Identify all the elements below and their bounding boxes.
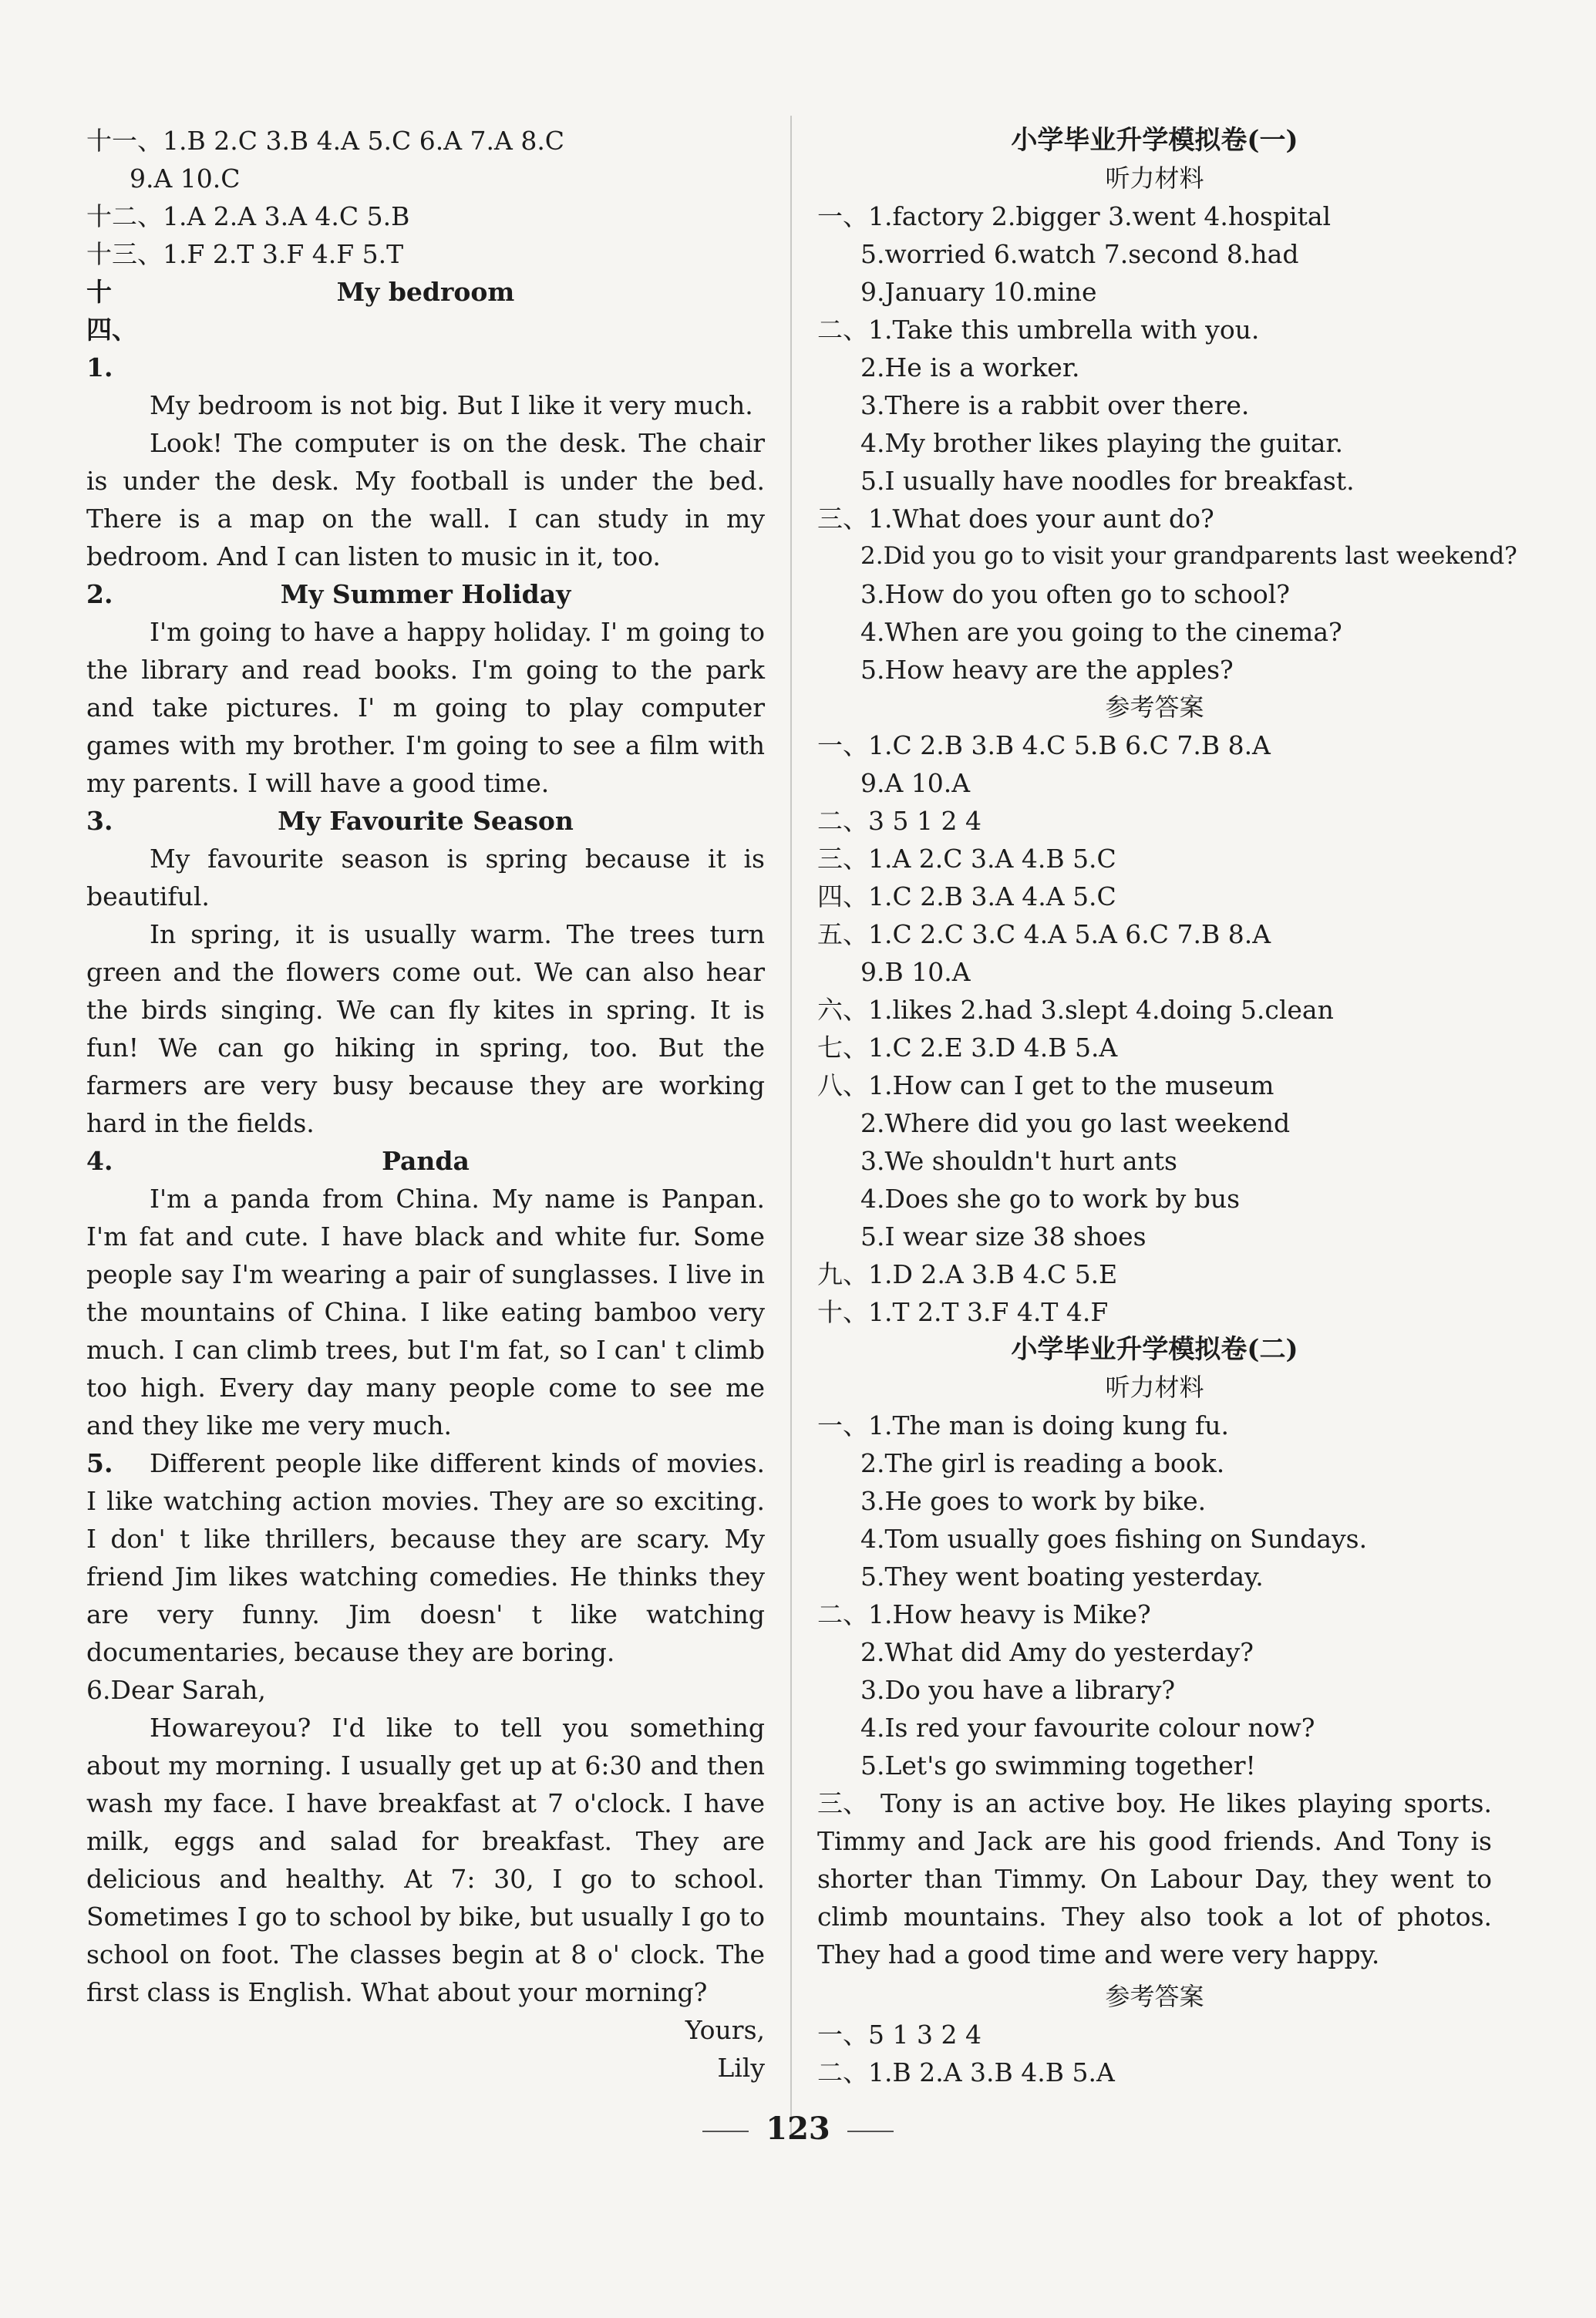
section-subtitle: 参考答案 bbox=[1105, 1982, 1204, 2011]
answer-line: 5.I wear size 38 shoes bbox=[860, 1221, 1146, 1252]
answer-line: 二、1.How heavy is Mike? bbox=[817, 1599, 1151, 1629]
answer-line: 3.Do you have a library? bbox=[860, 1675, 1176, 1705]
answer-line: 9.B 10.A bbox=[860, 957, 971, 987]
answer-line: 5.They went boating yesterday. bbox=[860, 1562, 1264, 1592]
answer-line: 4.Tom usually goes fishing on Sundays. bbox=[860, 1524, 1368, 1554]
essay-title: Panda bbox=[382, 1146, 470, 1176]
essay-heading bbox=[86, 802, 765, 840]
answer-line: 四、1.C 2.B 3.A 4.A 5.C bbox=[817, 881, 1116, 911]
section-title: 小学毕业升学模拟卷(二) bbox=[1011, 1334, 1298, 1365]
answer-line: 一、5 1 3 2 4 bbox=[817, 2020, 982, 2050]
answer-line: 2.Did you go to visit your grandparents last weekend? bbox=[860, 542, 1517, 570]
answer-line: 二、1.Take this umbrella with you. bbox=[817, 315, 1260, 345]
answer-line: 4.Is red your favourite colour now? bbox=[860, 1713, 1315, 1743]
answer-line: 4.When are you going to the cinema? bbox=[860, 617, 1342, 647]
answer-line: 十三、1.F 2.T 3.F 4.F 5.T bbox=[86, 239, 404, 269]
answer-line: 3.He goes to work by bike. bbox=[860, 1486, 1207, 1516]
essay-number: 十四、1. bbox=[86, 277, 137, 382]
answer-line: 2.Where did you go last weekend bbox=[860, 1108, 1291, 1138]
answer-line: 三、1.What does your aunt do? bbox=[817, 504, 1214, 534]
answer-line: 十一、1.B 2.C 3.B 4.A 5.C 6.A 7.A 8.C bbox=[86, 126, 565, 156]
answer-line: 十二、1.A 2.A 3.A 4.C 5.B bbox=[86, 201, 410, 231]
essay-paragraph: 5. Different people like different kinds of movies. I like watching action movies. They are so exciting. I don' t like thrillers, because they are scary. My friend Jim likes watching comedies. He thinks they are very funny. Jim doesn' t like watching documentaries, because they are boring. bbox=[86, 1448, 765, 1667]
answer-line: 八、1.How can I get to the museum bbox=[817, 1070, 1274, 1100]
column-divider bbox=[790, 116, 792, 2136]
page-number: 123 bbox=[0, 2111, 1596, 2147]
answer-line: 5.How heavy are the apples? bbox=[860, 655, 1234, 685]
answer-line: 3.How do you often go to school? bbox=[860, 579, 1290, 609]
answer-line: 2.He is a worker. bbox=[860, 352, 1080, 382]
essay-title: My Summer Holiday bbox=[280, 579, 571, 609]
answer-line: 七、1.C 2.E 3.D 4.B 5.A bbox=[817, 1033, 1118, 1063]
essay-paragraph: I'm a panda from China. My name is Panpan. I'm fat and cute. I have black and white fur. Some people say I'm wearing a pair of sunglasses. I live in the mountains of China. I like eating bamboo very much. I can climb trees, but I'm fat, so I can' t climb too high. Every day many people come to see me and they like me very much. bbox=[86, 1184, 765, 1440]
essay-heading bbox=[86, 1142, 765, 1180]
answer-line: 9.January 10.mine bbox=[860, 277, 1097, 307]
essay-paragraph: Look! The computer is on the desk. The chair is under the desk. My football is under the bed. There is a map on the wall. I can study in my bedroom. And I can listen to music in it, too. bbox=[86, 428, 765, 571]
listening-paragraph: 三、 Tony is an active boy. He likes playing sports. Timmy and Jack are his good friends. And Tony is shorter than Timmy. On Labour Day, they went to climb mountains. They also took a lot of photos. They had a good time and were very happy. bbox=[817, 1788, 1492, 1969]
answer-line: 5.I usually have noodles for breakfast. bbox=[860, 466, 1355, 496]
essay-paragraph: I'm going to have a happy holiday. I' m going to the library and read books. I'm going to the park and take pictures. I' m going to play computer games with my brother. I'm going to see a film with my parents. I will have a good time. bbox=[86, 617, 765, 798]
letter-greeting: 6.Dear Sarah, bbox=[86, 1675, 266, 1705]
left-column bbox=[86, 122, 765, 2087]
answer-line: 4.My brother likes playing the guitar. bbox=[860, 428, 1344, 458]
answer-line: 4.Does she go to work by bus bbox=[860, 1184, 1241, 1214]
section-subtitle: 听力材料 bbox=[1105, 163, 1204, 193]
essay-number: 3. bbox=[86, 806, 113, 836]
essay-paragraph: My favourite season is spring because it is beautiful. bbox=[86, 844, 765, 911]
essay-title: My bedroom bbox=[336, 277, 515, 307]
answer-line: 十、1.T 2.T 3.F 4.T 4.F bbox=[817, 1297, 1109, 1327]
answer-line: 一、1.C 2.B 3.B 4.C 5.B 6.C 7.B 8.A bbox=[817, 730, 1271, 760]
dash-decoration bbox=[847, 2131, 894, 2132]
section-title: 小学毕业升学模拟卷(一) bbox=[1011, 125, 1298, 156]
answer-line: 9.A 10.C bbox=[130, 163, 241, 194]
section-subtitle: 参考答案 bbox=[1105, 692, 1204, 722]
answer-line: 三、1.A 2.C 3.A 4.B 5.C bbox=[817, 844, 1116, 874]
dash-decoration bbox=[702, 2131, 749, 2132]
letter-closing: Yours, bbox=[685, 2015, 765, 2045]
essay-heading bbox=[86, 575, 765, 613]
answer-line: 二、1.B 2.A 3.B 4.B 5.A bbox=[817, 2057, 1115, 2087]
answer-line: 3.There is a rabbit over there. bbox=[860, 390, 1250, 420]
essay-paragraph: Howareyou? I'd like to tell you something about my morning. I usually get up at 6:30 and then wash my face. I have breakfast at 7 o'clock. I have milk, eggs and salad for breakfast. They are delicious and healthy. At 7: 30, I go to school. Sometimes I go to school by bike, but usually I go to school on foot. The classes begin at 8 o' clock. The first class is English. What about your morning? bbox=[86, 1713, 765, 2007]
answer-line: 2.What did Amy do yesterday? bbox=[860, 1637, 1254, 1667]
essay-title: My Favourite Season bbox=[278, 806, 574, 836]
essay-paragraph: My bedroom is not big. But I like it very much. bbox=[150, 390, 753, 420]
answer-line: 9.A 10.A bbox=[860, 768, 971, 798]
right-column bbox=[817, 122, 1517, 2091]
answer-line: 六、1.likes 2.had 3.slept 4.doing 5.clean bbox=[817, 995, 1334, 1025]
essay-paragraph: In spring, it is usually warm. The trees turn green and the flowers come out. We can also hear the birds singing. We can fly kites in spring. It is fun! We can go hiking in spring, too. But the farmers are very busy because they are working hard in the fields. bbox=[86, 919, 765, 1138]
answer-line: 2.The girl is reading a book. bbox=[860, 1448, 1225, 1478]
answer-line: 二、3 5 1 2 4 bbox=[817, 806, 982, 836]
answer-line: 3.We shouldn't hurt ants bbox=[860, 1146, 1177, 1176]
answer-line: 5.Let's go swimming together! bbox=[860, 1750, 1256, 1781]
answer-line: 一、1.The man is doing kung fu. bbox=[817, 1410, 1229, 1440]
essay-heading bbox=[86, 273, 765, 386]
answer-line: 九、1.D 2.A 3.B 4.C 5.E bbox=[817, 1259, 1118, 1289]
answer-line: 五、1.C 2.C 3.C 4.A 5.A 6.C 7.B 8.A bbox=[817, 919, 1271, 949]
answer-line: 5.worried 6.watch 7.second 8.had bbox=[860, 239, 1299, 269]
answer-line: 一、1.factory 2.bigger 3.went 4.hospital bbox=[817, 201, 1332, 231]
letter-signature: Lily bbox=[717, 2053, 765, 2083]
essay-number: 4. bbox=[86, 1146, 113, 1176]
essay-number: 2. bbox=[86, 579, 113, 609]
section-subtitle: 听力材料 bbox=[1105, 1373, 1204, 1402]
